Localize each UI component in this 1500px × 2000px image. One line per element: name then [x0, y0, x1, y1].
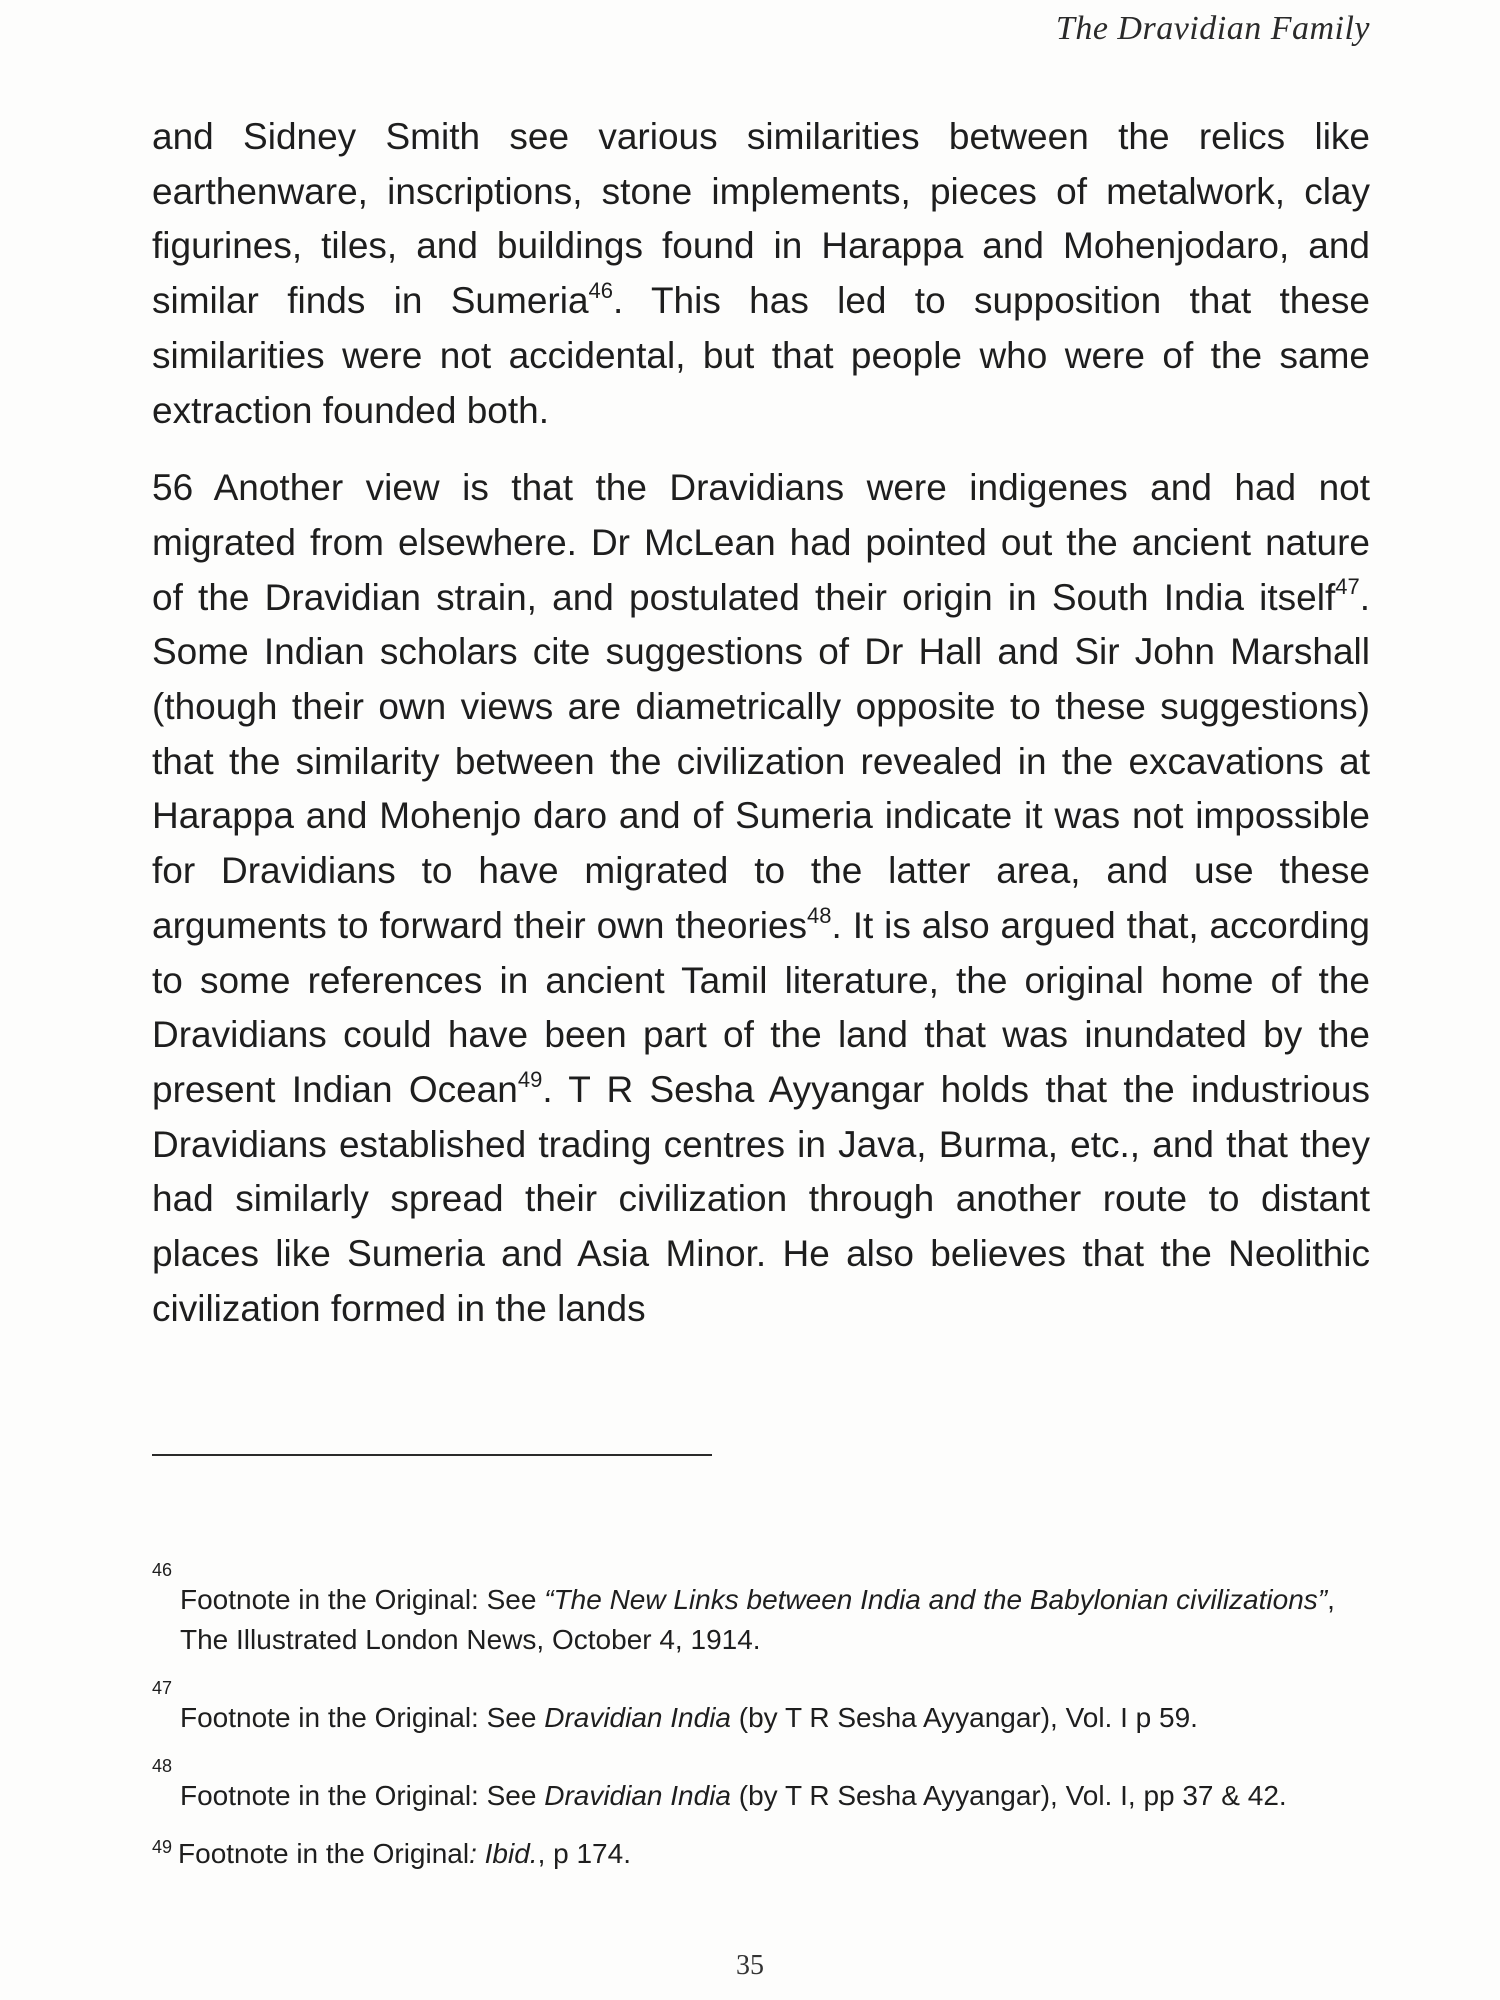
footnote-prefix: Footnote in the Original: See [180, 1702, 545, 1733]
footnote-body [178, 1838, 631, 1869]
footnote-mark: 46 [152, 1560, 173, 1580]
footnote-suffix: , The Illustrated London News, October 4, 1914. [180, 1584, 1335, 1655]
footnote-suffix: (by T R Sesha Ayyangar), Vol. I, pp 37 & 42. [731, 1780, 1287, 1811]
footnote-48 [152, 1756, 1370, 1816]
footnote-suffix: , p 174. [537, 1838, 631, 1869]
footnote-ref-46[interactable]: 46 [588, 277, 614, 303]
footnote-italic: Dravidian India [544, 1702, 731, 1733]
paragraph-2-text-4: . T R Sesha Ayyangar holds that the industrious Dravidians established trading centres in Java, Burma, etc., and that they had similarly spread their civilization through another route to distant places like Sumeria and Asia Minor. He also believes that the Neolithic civilization formed in the lands [152, 1068, 1370, 1329]
footnote-ref-48[interactable]: 48 [807, 902, 832, 928]
paragraph-2-text-1: 56 Another view is that the Dravidians were indigenes and had not migrated from elsewhere. Dr McLean had pointed out the ancient nature of the Dravidian strain, and postulated their origin in South India itself [152, 467, 1370, 618]
body-text [152, 110, 1370, 1336]
running-head-title: The Dravidian Family [1055, 10, 1370, 47]
footnote-mark: 47 [152, 1678, 173, 1698]
paragraph-2-text-3: . It is also argued that, according to some references in ancient Tamil literature, the original home of the Dravidians could have been part of the land that was inundated by the present Indian Ocean [152, 904, 1370, 1110]
footnote-mark: 48 [152, 1756, 173, 1776]
footnote-italic: Dravidian India [544, 1780, 731, 1811]
paragraph-1-text-1: and Sidney Smith see various similarities between the relics like earthenware, inscriptions, stone implements, pieces of metalwork, clay figurines, tiles, and buildings found in Harappa and Mohenjodaro, and similar finds in Sumeria [152, 116, 1370, 322]
footnote-49 [152, 1834, 1370, 1874]
footnote-divider [152, 1454, 712, 1456]
footnote-body [152, 1580, 1370, 1660]
paragraph-1-text-2: . This has led to supposition that these similarities were not accidental, but that people who were of the same extraction founded both. [152, 280, 1370, 431]
paragraph-1 [152, 110, 1370, 438]
footnote-46 [152, 1560, 1370, 1660]
footnote-italic: : Ibid. [469, 1838, 538, 1869]
paragraph-2-text-2: . Some Indian scholars cite suggestions of Dr Hall and Sir John Marshall (though their own views are diametrically opposite to these suggestions) that the similarity between the civilization revealed in the excavations at Harappa and Mohenjo daro and of Sumeria indicate it was not impossible for Dravidians to have migrated to the latter area, and use these arguments to forward their own theories [152, 576, 1370, 946]
paragraph-2 [152, 461, 1370, 1336]
page-number: 35 [736, 1950, 764, 1981]
footnote-prefix: Footnote in the Original [178, 1838, 470, 1869]
footnote-ref-47[interactable]: 47 [1335, 574, 1360, 600]
footnote-body [152, 1698, 1370, 1738]
footnote-mark: 49 [152, 1836, 173, 1857]
footnote-suffix: (by T R Sesha Ayyangar), Vol. I p 59. [731, 1702, 1198, 1733]
footnote-italic: “The New Links between India and the Babylonian civilizations” [544, 1584, 1328, 1615]
footnote-prefix: Footnote in the Original: See [180, 1780, 545, 1811]
footnote-47 [152, 1678, 1370, 1738]
footnote-ref-49[interactable]: 49 [517, 1066, 543, 1092]
footnotes-section [152, 1560, 1370, 1874]
footnote-body [152, 1776, 1370, 1816]
footnote-prefix: Footnote in the Original: See [180, 1584, 545, 1615]
